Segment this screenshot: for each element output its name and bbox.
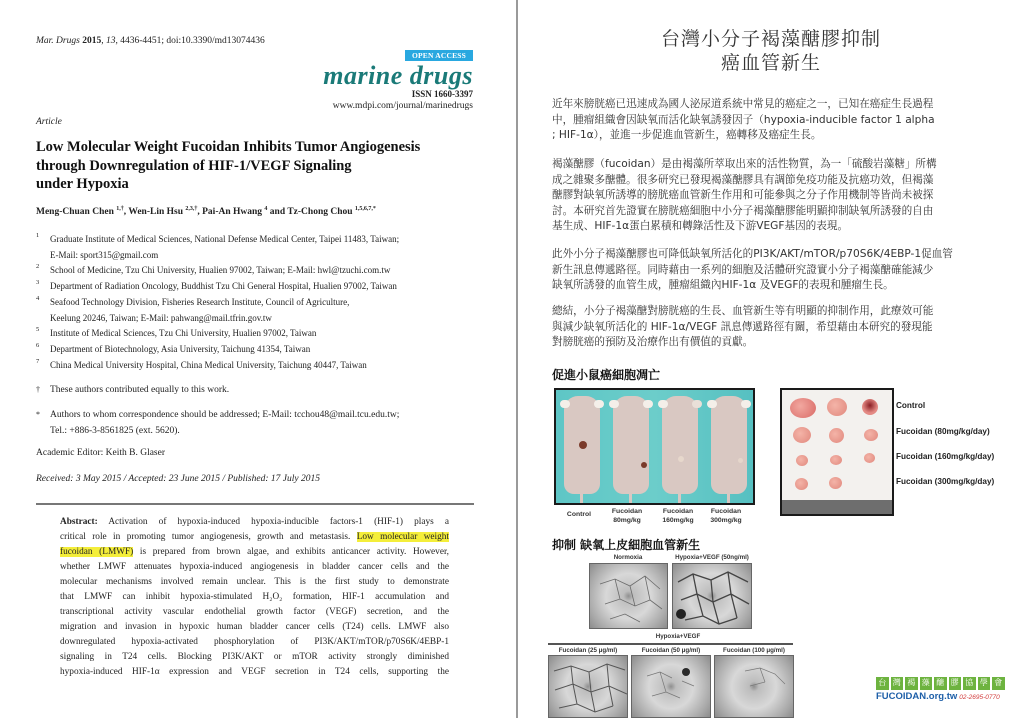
right-page-chinese-summary: [518, 0, 1024, 718]
academic-editor: Academic Editor: Keith B. Glaser: [36, 448, 166, 458]
title-line: under Hypoxia: [36, 176, 129, 192]
author-separator: and: [267, 207, 288, 218]
abstract-line: [60, 545, 449, 560]
affiliation-number: 1: [36, 232, 40, 239]
micro-label: Fucoidan (50 μg/ml): [641, 647, 701, 654]
highlighted-text[interactable]: fucoidan (LMWF): [60, 547, 134, 557]
title-line: through Downregulation of HIF-1/VEGF Signaling: [36, 157, 352, 174]
caption-line: 300mg/kg: [710, 517, 742, 524]
journal-abbrev: Mar. Drugs: [36, 36, 80, 46]
cn-line: 此外小分子褐藻醣膠也可降低缺氧所活化的PI3K/AKT/mTOR/p70S6K/4EBP-1促血管: [552, 248, 953, 260]
micro-label: Normoxia: [613, 554, 643, 561]
mouse-caption: [655, 507, 701, 525]
logo-char-row: [876, 677, 1022, 690]
abstract-text: is prepared from brown algae, and exhibits anticancer activity. However,: [133, 547, 449, 557]
micro-label: Fucoidan (25 μg/ml): [558, 647, 618, 654]
citation-year: 2015: [82, 36, 102, 46]
caption-line: Fucoidan: [662, 508, 694, 515]
cn-line: 討。本研究首先證實在膀胱癌細胞中小分子褐藻醣膠能明顯抑制缺氧所誘發的自由: [552, 204, 934, 217]
fucoidan-org-logo[interactable]: [876, 677, 1022, 702]
mouse-caption: [556, 510, 602, 519]
author-name: Wen-Lin Hsu: [128, 207, 183, 218]
logo-site: [876, 691, 1022, 702]
publication-dates: Received: 3 May 2015 / Accepted: 23 June 2015 / Published: 17 July 2015: [36, 474, 320, 484]
journal-url[interactable]: www.mdpi.com/journal/marinedrugs: [332, 101, 473, 111]
micrograph-normoxia: [589, 563, 668, 629]
abstract-line: whether LMWF attenuates hypoxia-induced angiogenesis in bladder cancer cells and the: [60, 562, 449, 572]
logo-char: 膠: [949, 677, 962, 690]
figure1-heading: 促進小鼠癌細胞凋亡: [552, 368, 661, 382]
affiliation-number: 7: [36, 358, 40, 365]
citation-line: Mar. Drugs 2015, 13, 4436-4451; doi:10.3390/md13074436: [36, 36, 265, 46]
journal-logo: marine drugs: [323, 61, 473, 90]
abstract-line: hypoxia-induced HIF-1α expression and VEGF secretion in T24 cells, supporting the: [60, 667, 449, 677]
title-line: Low Molecular Weight Fucoidan Inhibits Tumor Angiogenesis: [36, 139, 421, 155]
affiliation-item: [36, 294, 476, 326]
affiliation-text: Institute of Medical Sciences, Tzu Chi University, Hualien 97002, Taiwan: [50, 328, 317, 338]
micrograph-fucoidan-100: [714, 655, 794, 718]
author-affil-sup: 1,5,6,7,*: [354, 206, 376, 212]
abstract-line: downregulated hypoxia-activated phosphorylation of PI3K/AKT/mTOR/p70S6K/4EBP-1: [60, 637, 449, 647]
cn-title-line: 台灣小分子褐藻醣膠抑制: [660, 28, 881, 50]
affiliation-number: 6: [36, 342, 40, 349]
author-name: Pai-An Hwang: [202, 207, 263, 218]
logo-char: 醣: [934, 677, 947, 690]
affiliation-email: Keelung 20246, Taiwan; E-Mail: pahwang@mail.tfrin.gov.tw: [50, 313, 272, 323]
caption-line: Control: [566, 511, 592, 518]
caption-line: 80mg/kg: [613, 517, 641, 524]
mice-photo: [554, 388, 755, 505]
tumor-row-label: Fucoidan (300mg/kg/day): [896, 477, 995, 486]
author-name: Meng-Chuan Chen: [36, 207, 114, 218]
dagger-symbol: †: [36, 385, 40, 394]
note-text: These authors contributed equally to this work.: [50, 385, 230, 395]
affiliation-text: China Medical University Hospital, China Medical University, Taichung 40447, Taiwan: [50, 360, 367, 370]
group-rule: [548, 643, 793, 645]
cn-paragraph: [552, 247, 1004, 294]
micro-label: Fucoidan (100 μg/ml): [723, 647, 785, 654]
affiliation-number: 3: [36, 279, 40, 286]
micro-group-label: Hypoxia+VEGF: [655, 633, 701, 640]
author-affil-sup: 2,3,†: [185, 206, 198, 212]
cn-line: 新生訊息傳遞路徑。同時藉由一系列的細胞及活體研究證實小分子褐藻醣確能減少: [552, 263, 934, 276]
author-separator: ,: [197, 207, 203, 218]
micrograph-hypoxia-vegf: [672, 563, 752, 629]
abstract-text: Activation of hypoxia-induced hypoxia-inducible factors-1 (HIF-1) plays a: [97, 517, 449, 527]
abstract-line: that LMWF can inhibit hypoxia-stimulated H₂O₂ formation, HIF-1 accumulation and: [60, 592, 449, 602]
asterisk-symbol: *: [36, 410, 40, 419]
mouse-figure: [613, 396, 649, 494]
caption-line: 160mg/kg: [662, 517, 694, 524]
citation-volume: 13: [105, 36, 116, 46]
paper-title: [36, 138, 476, 194]
affiliation-number: 2: [36, 263, 40, 270]
affiliation-email: E-Mail: sport315@gmail.com: [50, 250, 159, 260]
mouse-figure: [564, 396, 600, 494]
mouse-caption: [703, 507, 749, 525]
abstract-line: [60, 530, 449, 545]
highlighted-text[interactable]: Low molecular weight: [356, 532, 450, 542]
cn-line: 對膀胱癌的預防及治療作出有價值的貢獻。: [552, 336, 754, 349]
citation-doi: , 4436-4451; doi:10.3390/md13074436: [115, 36, 265, 46]
cn-line: 中，腫瘤組織會因缺氧而活化缺氧誘發因子（hypoxia-inducible factor 1 alpha: [552, 113, 935, 126]
mouse-figure: [711, 396, 747, 494]
issn: ISSN 1660-3397: [411, 89, 473, 99]
cn-line: 缺氧所誘發的血管生成，腫瘤組織內HIF-1α 及VEGF的表現和腫瘤生長。: [552, 279, 894, 292]
abstract: [60, 515, 449, 680]
micrograph-fucoidan-25: [548, 655, 628, 718]
abstract-label: Abstract:: [60, 517, 98, 527]
affiliation-number: 5: [36, 326, 40, 333]
micro-label: Hypoxia+VEGF (50ng/ml): [675, 554, 749, 561]
cn-line: 褐藻醣膠（fucoidan）是由褐藻所萃取出來的活性物質，為一「硫酸岩藻糖」所構: [552, 158, 937, 170]
author-affil-sup: 4: [264, 206, 268, 212]
cn-line: 與減少缺氧所活化的 HIF-1α/VEGF 訊息傳遞路徑有關，希望藉由本研究的發現能: [552, 320, 933, 333]
note-text: Tel.: +886-3-8561825 (ext. 5620).: [50, 426, 180, 436]
cn-line: 近年來膀胱癌已迅速成為國人泌尿道系統中常見的癌症之一，已知在癌症生長過程: [552, 98, 934, 110]
figure2-heading: 抑制 缺氧上皮細胞血管新生: [552, 538, 701, 552]
author-list: [36, 206, 376, 217]
tumor-row-label: Fucoidan (160mg/kg/day): [896, 452, 995, 461]
author-separator: ,: [123, 207, 129, 218]
affiliation-text: Department of Biotechnology, Asia University, Taichung 41354, Taiwan: [50, 344, 311, 354]
logo-char: 學: [978, 677, 991, 690]
abstract-text: critical role in promoting tumor angiogenesis, growth and metastasis.: [60, 532, 357, 542]
tumor-photo: [780, 388, 894, 516]
cn-paragraph: [552, 157, 1004, 235]
tumor-row-label: Fucoidan (80mg/kg/day): [896, 427, 990, 436]
affiliation-text: School of Medicine, Tzu Chi University, Hualien 97002, Taiwan; E-Mail: hwl@tzuchi.com.tw: [50, 265, 391, 275]
abstract-line: signaling in T24 cells. Blocking PI3K/AKT or mTOR activity strongly diminished: [60, 652, 449, 662]
abstract-line: molecular mechanisms involved remain unclear. This is the first study to demonstrate: [60, 577, 449, 587]
abstract-line: migration and invasion in hypoxic human bladder cancer cells (T24) cells. LMWF also: [60, 622, 449, 632]
cn-line: 成之雜聚多醣體。很多研究已發現褐藻醣膠具有調節免疫功能及抗癌功效，但褐藻: [552, 173, 934, 186]
tumor-row-label: Control: [896, 401, 926, 410]
logo-char: 灣: [891, 677, 904, 690]
logo-url: FUCOIDAN.org.tw: [876, 690, 958, 702]
cn-paragraph: [552, 304, 1004, 351]
abstract-line: [60, 515, 449, 530]
logo-char: 會: [992, 677, 1005, 690]
logo-char: 協: [963, 677, 976, 690]
author-name: Tz-Chong Chou: [287, 207, 353, 218]
caption-line: Fucoidan: [710, 508, 742, 515]
section-divider: [36, 503, 474, 505]
mouse-figure: [662, 396, 698, 494]
logo-char: 藻: [920, 677, 933, 690]
cn-paragraph: [552, 97, 1004, 144]
author-affil-sup: 1,†: [116, 206, 124, 212]
mouse-caption: [604, 507, 650, 525]
logo-char: 褐: [905, 677, 918, 690]
affiliation-text: Graduate Institute of Medical Sciences, National Defense Medical Center, Taipei 11483, Taiwan;: [50, 234, 400, 244]
abstract-line: transcriptional activity vascular endothelial growth factor (VEGF) secretion, and the: [60, 607, 449, 617]
logo-phone: 02-2695-0770: [959, 693, 1000, 701]
cn-line: 總結，小分子褐藻醣對膀胱癌的生長、血管新生等有明顯的抑制作用，此療效可能: [552, 305, 934, 317]
micrograph-fucoidan-50: [631, 655, 711, 718]
cn-line: ; HIF-1α），並進一步促進血管新生，癌轉移及癌症生長。: [552, 129, 822, 142]
cn-line: 基生成、HIF-1α蛋白累積和轉錄活性及下游VEGF基因的表現。: [552, 220, 849, 233]
affiliation-item: [36, 231, 476, 263]
affiliation-text: Seafood Technology Division, Fisheries Research Institute, Council of Agriculture,: [50, 297, 350, 307]
cn-line: 醣膠對缺氧所誘導的膀胱癌血管新生作用和可能參與之分子作用機制等皆尚未被探: [552, 189, 934, 202]
caption-line: Fucoidan: [611, 508, 643, 515]
note-text: Authors to whom correspondence should be addressed; E-Mail: tcchou48@mail.tcu.edu.tw;: [50, 410, 400, 420]
affiliation-text: Department of Radiation Oncology, Buddhist Tzu Chi General Hospital, Hualien 97002, Taiwan: [50, 281, 397, 291]
ruler: [782, 500, 892, 514]
affiliation-number: 4: [36, 295, 40, 302]
article-type: Article: [36, 117, 62, 127]
cn-title-line: 癌血管新生: [720, 52, 821, 74]
open-access-badge: OPEN ACCESS: [405, 50, 473, 61]
logo-char: 台: [876, 677, 889, 690]
